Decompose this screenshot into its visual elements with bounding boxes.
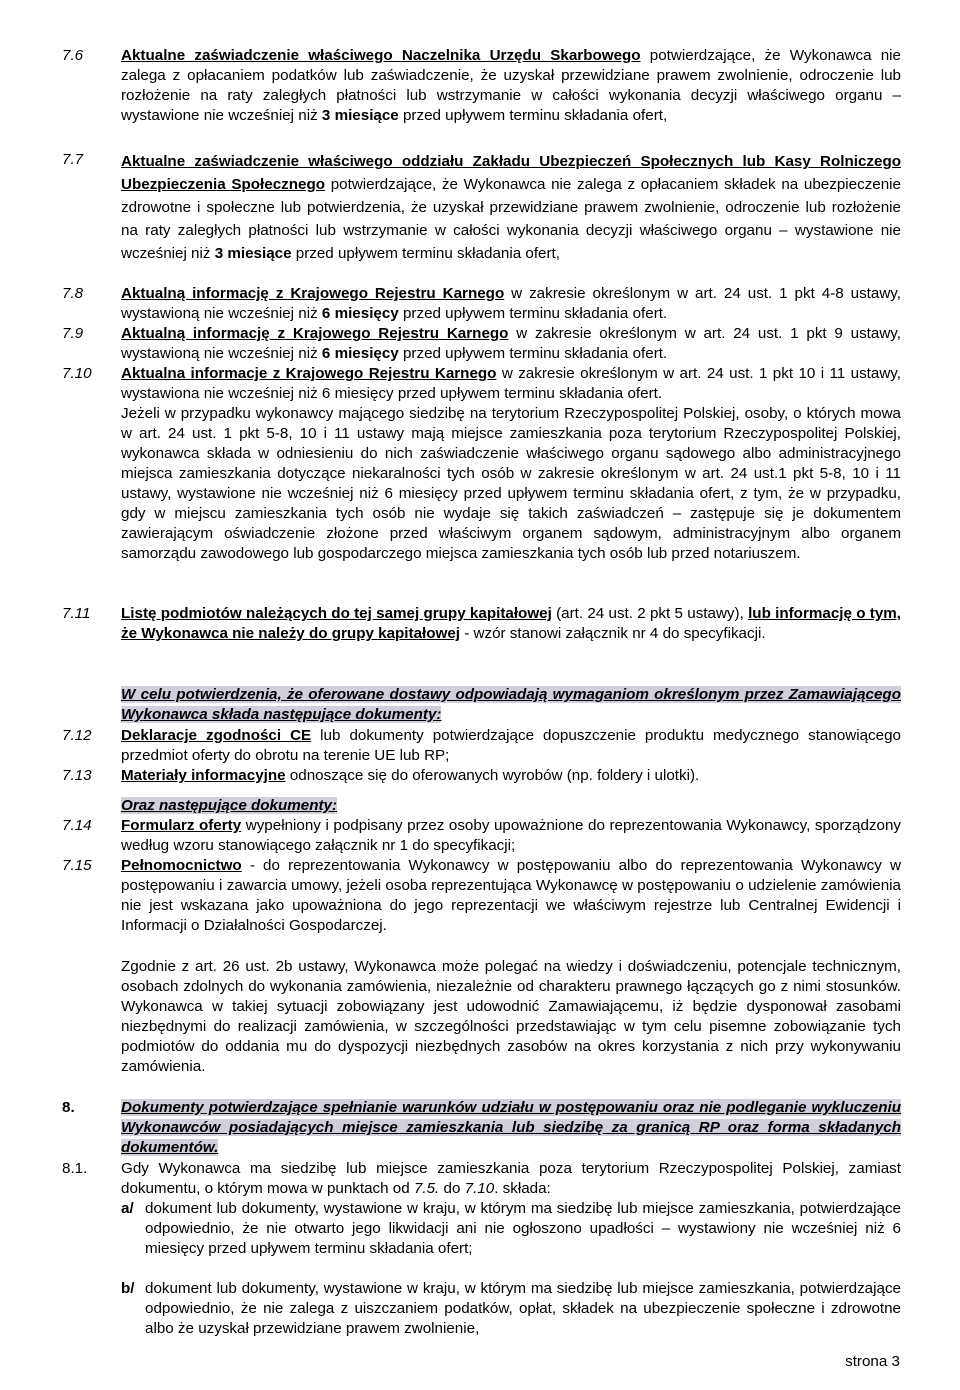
item-heading: Aktualne zaświadczenie właściwego Naczelnika Urzędu Skarbowego	[121, 47, 641, 64]
item-text: Aktualne zaświadczenie właściwego oddziału Zakładu Ubezpieczeń Społecznych lub Kasy Rolniczego Ubezpieczenia Społecznego potwierdzające, że Wykonawca nie zalega z opłacaniem składek na ubezpieczenie zdrowotne i społeczne lub potwierdzenia, że uzyskał przewidziane prawem zwolnienie, odroczenie lub rozłożenie na raty zaległych płatności lub wstrzymanie w całości wykonania decyzji właściwego organu – wystawione nie wcześniej niż 3 miesiące przed upływem terminu składania ofert,	[121, 153, 901, 262]
item-number: 7.13	[62, 767, 92, 784]
item-heading: Aktualne zaświadczenie właściwego oddziału Zakładu Ubezpieczeń Społecznych lub Kasy Rolniczego Ubezpieczenia Społecznego	[121, 153, 901, 193]
item-number: 7.11	[62, 605, 91, 622]
item-text: Aktualną informację z Krajowego Rejestru Karnego w zakresie określonym w art. 24 ust. 1 pkt 9 ustawy, wystawioną nie wcześniej niż 6 miesięcy przed upływem terminu składania ofert.	[121, 325, 901, 362]
item-number: 7.9	[62, 325, 84, 342]
item-heading: Aktualną informację z Krajowego Rejestru Karnego	[121, 285, 505, 302]
item-text: Aktualne zaświadczenie właściwego Naczelnika Urzędu Skarbowego potwierdzające, że Wykonawca nie zalega z opłacaniem podatków lub zaświadczenie, że uzyskał przewidziane prawem zwolnienie, odroczenie lub rozłożenie na raty zaległych płatności lub wstrzymanie w całości wykonania decyzji właściwego organu – wystawione nie wcześniej niż 3 miesiące przed upływem terminu składania ofert,	[121, 47, 901, 124]
also-heading: Oraz następujące dokumenty:	[121, 797, 338, 814]
item-text: Formularz oferty wypełniony i podpisany przez osoby upoważnione do reprezentowania Wykonawcy, sporządzony według wzoru stanowiącego załącznik nr 1 do specyfikacji;	[121, 817, 901, 854]
item-paragraph: Jeżeli w przypadku wykonawcy mającego siedzibę na terytorium Rzeczypospolitej Polskiej, osoby, o których mowa w art. 24 ust. 1 pkt 5-8, 10 i 11 ustawy mają miejsce zamieszkania poza terytorium Rzeczypospolitej Polskiej, wykonawca składa w odniesieniu do nich zaświadczenie właściwego organu sądowego albo administracyjnego miejsca zamieszkania dotyczące niekaralności tych osób w zakresie określonym w art. 24 ust.1 pkt 5-8, 10 i 11 ustawy, wystawione nie wcześniej niż 6 miesięcy przed upływem terminu składania ofert, z tym, że w przypadku, gdy w miejscu zamieszkania tych osób nie wydaje się takich zaświadczeń – zastępuje się je dokumentem zawierającym oświadczenie złożone przed właściwym organem sądowym, administracyjnym albo organem samorządu zawodowego lub gospodarczego miejsca zamieszkania tych osób lub przed notariuszem.	[121, 405, 901, 562]
item-text: Pełnomocnictwo - do reprezentowania Wykonawcy w postępowaniu albo do reprezentowania Wykonawcy w postępowaniu i zawarcia umowy, jeżeli osoba reprezentująca Wykonawcę w postępowaniu o udzielenie zamówienia nie jest wskazana jako upoważniona do jego reprezentacji we właściwym rejestrze lub Centralnej Ewidencji i Informacji o Działalności Gospodarczej.	[121, 857, 901, 934]
sub-item-text: dokument lub dokumenty, wystawione w kraju, w którym ma siedzibę lub miejsce zamieszkania, potwierdzające odpowiednio, że nie otwarto jego likwidacji ani nie ogłoszono upadłości – wystawiony nie wcześniej niż 6 miesięcy przed upływem terminu składania ofert;	[145, 1200, 901, 1257]
item-heading: Materiały informacyjne	[121, 767, 286, 784]
confirm-heading: W celu potwierdzenia, że oferowane dostawy odpowiadają wymaganiom określonym przez Zamawiającego Wykonawca składa następujące dokumenty:	[121, 686, 901, 723]
item-number: 7.8	[62, 285, 84, 302]
item-heading: Formularz oferty	[121, 817, 242, 834]
item-number: 7.6	[62, 47, 84, 64]
item-heading: Listę podmiotów należących do tej samej grupy kapitałowej	[121, 605, 552, 622]
item-text: Materiały informacyjne odnoszące się do oferowanych wyrobów (np. foldery i ulotki).	[121, 767, 700, 784]
item-heading: Pełnomocnictwo	[121, 857, 242, 874]
item-heading: Aktualną informację z Krajowego Rejestru Karnego	[121, 325, 509, 342]
art26-paragraph: Zgodnie z art. 26 ust. 2b ustawy, Wykonawca może polegać na wiedzy i doświadczeniu, potencjale technicznym, osobach zdolnych do wykonania zamówienia, niezależnie od charakteru prawnego łączących go z nimi stosunków. Wykonawca w takiej sytuacji zobowiązany jest udowodnić Zamawiającemu, iż będzie dysponował zasobami niezbędnymi do realizacji zamówienia, w szczególności przedstawiając w tym celu pisemne zobowiązanie tych podmiotów do oddania mu do dyspozycji niezbędnych zasobów na okres korzystania z nich przy wykonywaniu zamówienia.	[121, 958, 901, 1075]
item-text: Deklaracje zgodności CE lub dokumenty potwierdzające dopuszczenie produktu medycznego stanowiącego przedmiot oferty do obrotu na terenie UE lub RP;	[121, 727, 901, 764]
sub-item-text: dokument lub dokumenty, wystawione w kraju, w którym ma siedzibę lub miejsce zamieszkania, potwierdzające odpowiednio, że nie zalega z uiszczaniem podatków, opłat, składek na ubezpieczenie społeczne i zdrowotne albo że uzyskał przewidziane prawem zwolnienie,	[145, 1280, 901, 1337]
sub-item-label: b/	[121, 1280, 135, 1297]
section-title: Dokumenty potwierdzające spełnianie warunków udziału w postępowaniu oraz nie podleganie wykluczeniu Wykonawców posiadających miejsce zamieszkania lub siedzibę za granicą RP oraz forma składanych dokumentów.	[121, 1099, 901, 1156]
section-number: 8.	[62, 1099, 75, 1116]
item-number: 8.1.	[62, 1160, 88, 1177]
item-number: 7.12	[62, 727, 92, 744]
item-text: Aktualna informacje z Krajowego Rejestru Karnego w zakresie określonym w art. 24 ust. 1 pkt 10 i 11 ustawy, wystawiona nie wcześniej niż 6 miesięcy przed upływem terminu składania ofert.	[121, 365, 901, 402]
page-number: strona 3	[845, 1353, 900, 1370]
item-number: 7.10	[62, 365, 92, 382]
sub-item-label: a/	[121, 1200, 134, 1217]
item-text: Listę podmiotów należących do tej samej grupy kapitałowej (art. 24 ust. 2 pkt 5 ustawy), lub informację o tym, że Wykonawca nie należy do grupy kapitałowej - wzór stanowi załącznik nr 4 do specyfikacji.	[121, 605, 901, 642]
item-number: 7.15	[62, 857, 92, 874]
item-number: 7.7	[62, 151, 84, 168]
item-number: 7.14	[62, 817, 92, 834]
item-heading: Deklaracje zgodności CE	[121, 727, 312, 744]
item-text: Gdy Wykonawca ma siedzibę lub miejsce zamieszkania poza terytorium Rzeczypospolitej Polskiej, zamiast dokumentu, o którym mowa w punktach od 7.5. do 7.10. składa:	[121, 1160, 901, 1197]
item-heading: Aktualna informacje z Krajowego Rejestru Karnego	[121, 365, 497, 382]
item-text: Aktualną informację z Krajowego Rejestru Karnego w zakresie określonym w art. 24 ust. 1 pkt 4-8 ustawy, wystawioną nie wcześniej niż 6 miesięcy przed upływem terminu składania ofert.	[121, 285, 901, 322]
